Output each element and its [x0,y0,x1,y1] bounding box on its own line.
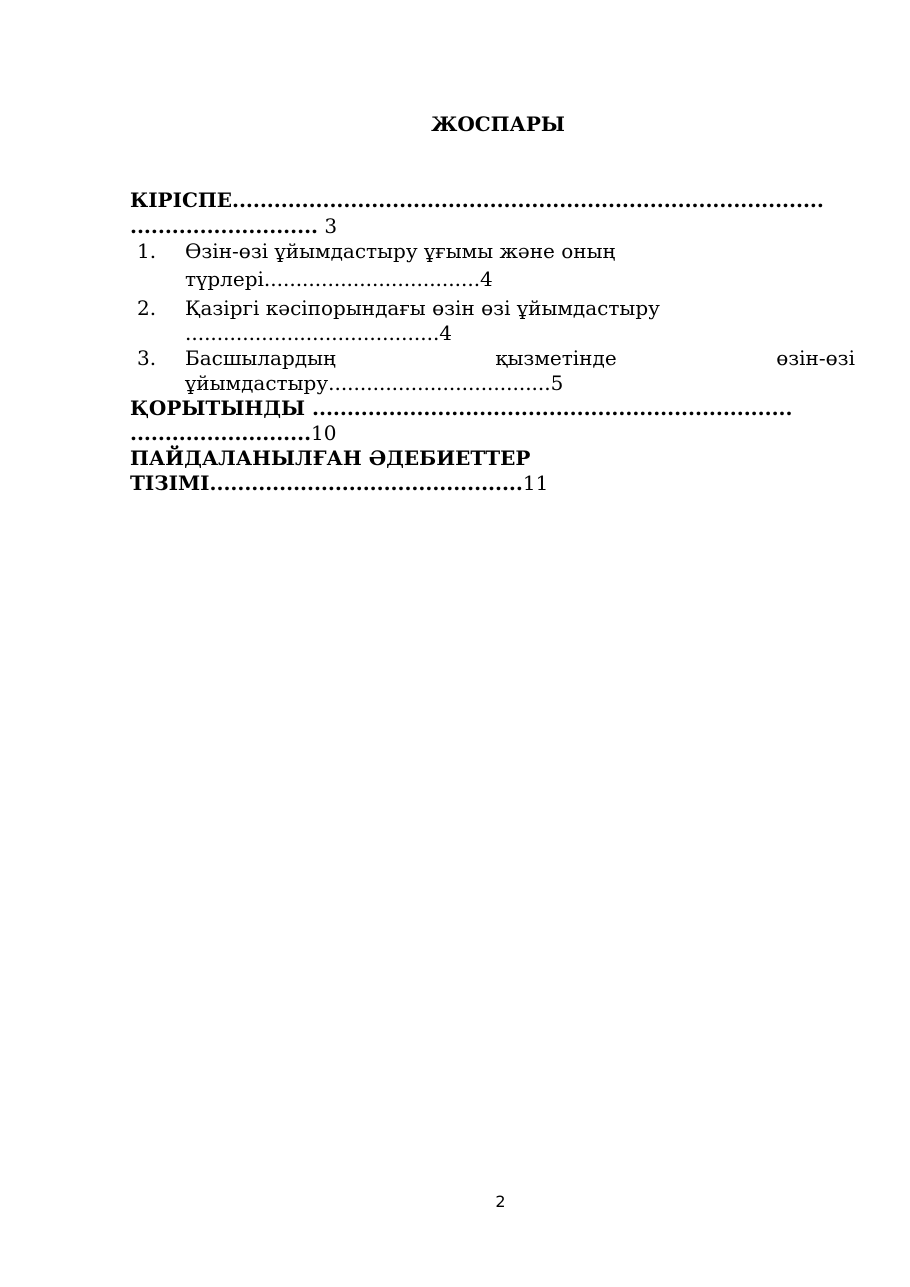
toc-item3-number: 3. [137,346,157,370]
toc-intro-line2 [130,213,337,239]
toc-conclusion-dots: .......................... [130,421,312,445]
toc-item3-word1: Басшылардың [185,346,336,370]
toc-references-text: ТІЗІМІ............................................. [130,471,523,495]
toc-item3-word2: қызметінде [495,346,617,370]
toc-item1-line1: Өзін-өзі ұйымдастыру ұғымы және оның [185,239,616,263]
toc-references-line2 [130,470,548,496]
toc-references-page: 11 [522,471,549,495]
toc-item3-line2 [185,370,563,396]
toc-intro-page: 3 [318,214,338,238]
toc-item2-line1: Қазіргі кәсіпорындағы өзін өзі ұйымдастыру [185,296,660,320]
toc-item2-number: 2. [137,296,157,320]
toc-item3-line1 [185,345,855,371]
toc-item3-dots: ...................................5 [328,371,564,395]
toc-conclusion-page: 10 [311,421,337,445]
toc-item3-text: ұйымдастыру [185,371,329,395]
toc-item2-line2: ........................................4 [185,321,453,345]
toc-references-line1: ПАЙДАЛАНЫЛҒАН ӘДЕБИЕТТЕР [130,446,531,470]
toc-item3-word3: өзін-өзі [776,346,855,370]
toc-conclusion-line2 [130,420,337,446]
toc-item1-number: 1. [137,239,157,263]
toc-item1-line2: түрлері..................................4 [185,267,493,291]
toc-intro-dots: ........................... [130,214,318,238]
toc-conclusion-line1: ҚОРЫТЫНДЫ ..................................................................... [130,396,793,420]
page-number: 2 [495,1192,506,1211]
toc-intro-line1: КІРІСПЕ..................................................................................... [130,188,824,212]
page-title: ЖОСПАРЫ [431,112,565,136]
